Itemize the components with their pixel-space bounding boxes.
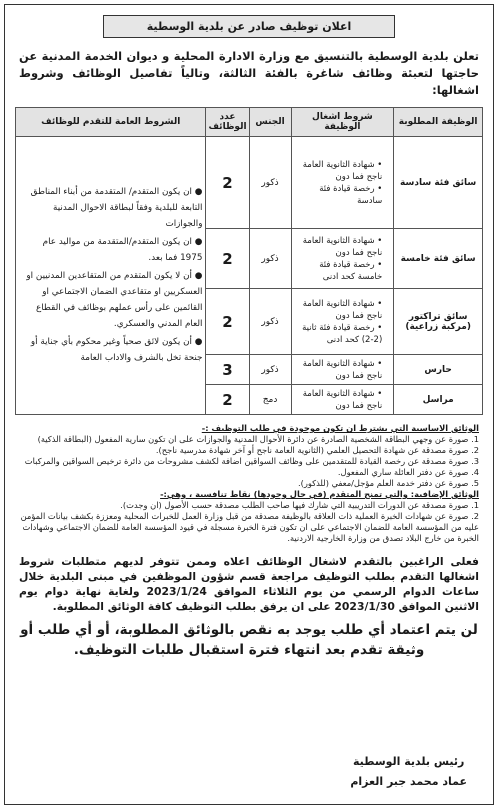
announcement-page [4, 4, 494, 805]
announcement-title: اعلان توظيف صادر عن بلدية الوسطية [103, 15, 395, 38]
condition-item: • رخصة قيادة فئة سادسة [295, 183, 383, 207]
job-conditions [291, 385, 394, 415]
condition-item: • شهادة الثانوية العامة ناجح فما دون [295, 235, 383, 259]
general-condition-item: ● ان يكون المتقدم/ المتقدمة من أبناء المناطق التابعة للبلدية وفقاً لبطاقة الاحوال المدنية والجوازات [30, 186, 203, 229]
job-gender: دمج [249, 385, 291, 415]
intro-paragraph: تعلن بلدية الوسطية بالتنسيق مع وزارة الادارة المحلية و ديوان الخدمة المدنية عن حاجتها لتعبئة وظائف شاغرة بالفئة الثالثة، وتالياً تفاصيل الوظائف وشروط اشغالها: [19, 49, 479, 97]
header-count: عدد الوظائف [206, 108, 249, 137]
job-title: سائق تراكتور (مركبة زراعية) [394, 289, 483, 355]
signature-name: عماد محمد جبر العزام [350, 775, 467, 788]
condition-item: • شهادة الثانوية العامة ناجح فما دون [295, 388, 383, 412]
job-title: سائق فئة خامسة [394, 229, 483, 289]
job-conditions [291, 355, 394, 385]
general-condition-item: ● أن يكون لائق صحياً وغير محكوم بأي جناية أو جنحة تخل بالشرف والاداب العامة [30, 336, 203, 363]
document-item: 1. صورة مصدقة عن الدورات التدريبية التي شارك فيها صاحب الطلب مصدقة حسب الأصول (ان وجدت). [120, 500, 479, 510]
header-gender: الجنس [249, 108, 291, 137]
document-item: 3. صورة مصدقة عن رخصة القيادة للمتقدمين على وظائف السواقين اضافة لكشف مشروحات من دائرة ترخيص السواقين والمركبات [24, 456, 479, 466]
documents-section [15, 423, 483, 544]
general-condition-item: ● أن لا يكون المتقدم من المتقاعدين المدنيين او العسكريين او متقاعدي الضمان الاجتماعي او القائمين على رأس عملهم بوظائف في القطاع العام المدني والعسكري. [26, 270, 203, 329]
general-condition-item: ● ان يكون المتقدم/المتقدمة من مواليد عام 1975 فما بعد. [42, 236, 203, 263]
signature-role: رئيس بلدية الوسطية [352, 755, 465, 768]
warning-notice: لن يتم اعتماد أي طلب يوجد به نقص بالوثائق المطلوبة، أو أي طلب أو وثيقة تقدم بعد انتهاء فترة استقبال طلبات التوظيف. [20, 622, 478, 658]
job-conditions [291, 229, 394, 289]
condition-item: • شهادة الثانوية العامة ناجح فما دون [295, 298, 383, 322]
job-count: 2 [206, 229, 249, 289]
basic-documents-heading: الوثائق الاساسية التي يشترط ان تكون موجودة في طلب التوظيف :- [201, 423, 479, 433]
document-item: 2. صورة مصدقة عن شهادة التحصيل العلمي (الثانوية العامة ناجح أو آخر شهادة مدرسية ناجح). [155, 445, 479, 455]
condition-item: • شهادة الثانوية العامة ناجح فما دون [295, 358, 383, 382]
jobs-table [15, 107, 483, 415]
job-title: سائق فئة سادسة [394, 137, 483, 229]
job-title: حارس [394, 355, 483, 385]
condition-item: • شهادة الثانوية العامة ناجح فما دون [295, 159, 383, 183]
job-conditions [291, 137, 394, 229]
table-row [16, 137, 483, 229]
extra-documents-heading: الوثائق الإضافية: والتي تمنح المتقدم (في حال وجودها) نقاط تنافسية ، وهي:- [160, 489, 479, 499]
document-item: 4. صورة عن دفتر العائلة ساري المفعول. [337, 467, 479, 477]
job-count: 2 [206, 137, 249, 229]
document-item: 1. صورة عن وجهي البطاقة الشخصية الصادرة عن دائرة الأحوال المدنية والجوازات على ان تكون سارية المفعول (البطاقة الذكية) [37, 434, 479, 444]
job-count: 2 [206, 385, 249, 415]
job-gender: ذكور [249, 355, 291, 385]
job-count: 2 [206, 289, 249, 355]
header-job: الوظيفة المطلوبة [394, 108, 483, 137]
job-gender: ذكور [249, 137, 291, 229]
job-gender: ذكور [249, 289, 291, 355]
header-conditions: شروط اشغال الوظيفة [291, 108, 394, 137]
job-count: 3 [206, 355, 249, 385]
table-header-row [16, 108, 483, 137]
job-title: مراسل [394, 385, 483, 415]
condition-item: • رخصة قيادة فئة خامسة كحد ادنى [295, 259, 383, 283]
signature-block [350, 752, 467, 792]
job-gender: ذكور [249, 229, 291, 289]
condition-item: • رخصة قيادة فئة ثانية (2-2) كحد ادنى [295, 322, 383, 346]
document-item: 2. صورة عن شهادات الخبرة العملية ذات العلاقة بالوظيفة مصدقة من قبل وزارة العمل للخبرات المحلية ومعززة بكشف بيانات المؤمن عليه من المؤسسة العامة للضمان الاجتماعي على ان تكون فترة الخبرة مسجلة في قيود المؤسسة العامة للضمان الاجتماعي وشهادات الخبرة من خارج البلاد تصدق من وزارة الخارجية الاردنية. [20, 511, 479, 543]
document-item: 5. صورة عن دفتر خدمة العلم مؤجل/معفي (للذكور). [297, 478, 479, 488]
job-conditions [291, 289, 394, 355]
application-instructions: فعلى الراغبين بالتقدم لاشغال الوظائف اعلاه وممن تتوفر لديهم متطلبات شروط اشغالها التقدم بطلب التوظيف مراجعة قسم شؤون الموظفين في مبنى البلدية خلال ساعات الدوام الرسمي من يوم الثلاثاء الموافق 2023/1/24 ولغاية نهاية دوام يوم الاثنين الموافق 2023/1/30 على ان يرفق بطلب التوظيف كافة الوثائق المطلوبة. [19, 555, 479, 613]
general-conditions [16, 137, 206, 415]
header-general: الشروط العامة للتقدم للوظائف [16, 108, 206, 137]
